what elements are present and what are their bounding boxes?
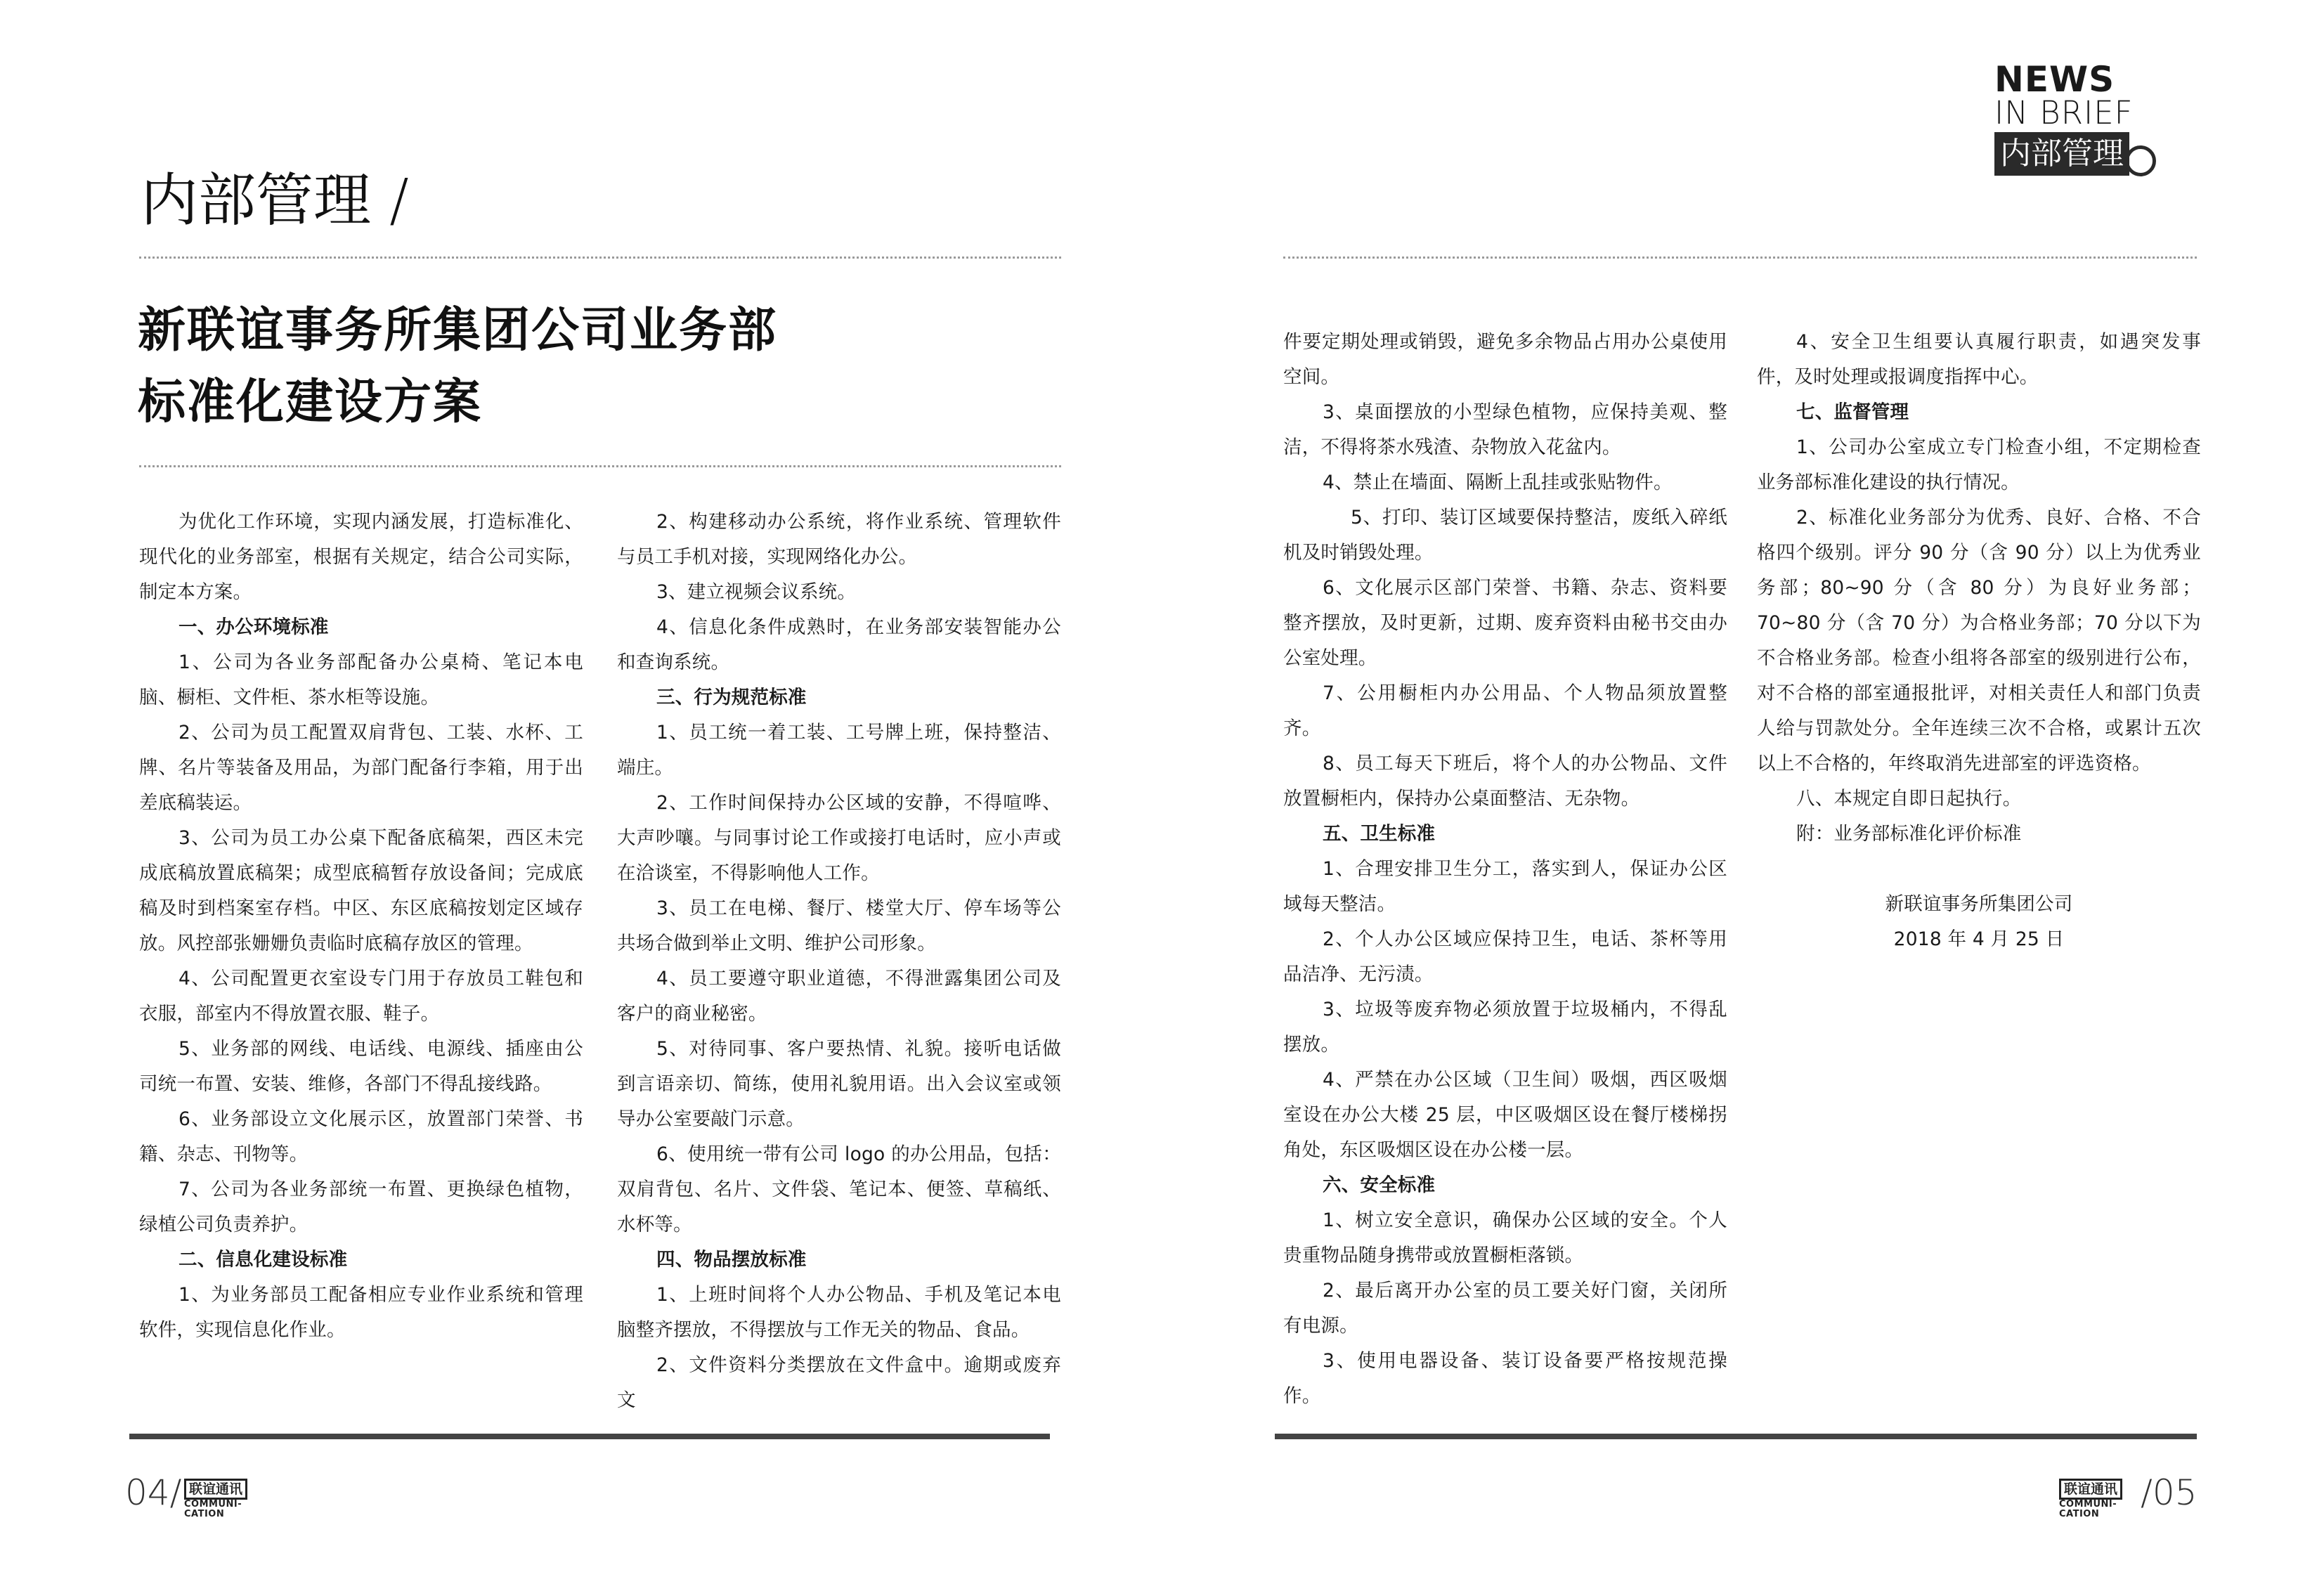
section-heading: 五、卫生标准 <box>1323 823 1436 845</box>
section-heading: 四、物品摆放标准 <box>656 1249 807 1271</box>
logo-subtext: COMMUNI- <box>2059 1499 2117 1510</box>
paragraph: 3、桌面摆放的小型绿色植物，应保持美观、整洁，不得将茶水残渣、杂物放入花盆内。 <box>1283 401 1727 458</box>
paragraph: 2、最后离开办公室的员工要关好门窗，关闭所有电源。 <box>1283 1280 1727 1337</box>
in-brief-label: IN BRIEF <box>1994 94 2134 131</box>
logo-subtext: CATION <box>2059 1509 2100 1519</box>
paragraph: 3、公司为员工办公桌下配备底稿架，西区未完成底稿放置底稿架；成型底稿暂存放设备间；完成底稿及时到档案室存档。中区、东区底稿按划定区域存放。风控部张姗姗负责临时底稿存放区的管理。 <box>139 827 583 954</box>
paragraph: 2、公司为员工配置双肩背包、工装、水杯、工牌、名片等装备及用品，为部门配备行李箱，用于出差底稿装运。 <box>139 722 583 814</box>
paragraph: 3、垃圾等废弃物必须放置于垃圾桶内，不得乱摆放。 <box>1283 999 1727 1056</box>
paragraph: 2、个人办公区域应保持卫生，电话、茶杯等用品洁净、无污渍。 <box>1283 928 1727 985</box>
paragraph: 附：业务部标准化评价标准 <box>1796 823 2022 845</box>
text-column-2 <box>617 505 1061 1418</box>
section-title: 内部管理 / <box>141 167 409 234</box>
paragraph: 1、上班时间将个人办公物品、手机及笔记本电脑整齐摆放，不得摆放与工作无关的物品、食品。 <box>617 1284 1061 1341</box>
paragraph: 为优化工作环境，实现内涵发展，打造标准化、现代化的业务部室，根据有关规定，结合公司实际，制定本方案。 <box>139 511 583 603</box>
news-in-brief-badge <box>1994 59 2205 176</box>
article-title-line1: 新联谊事务所集团公司业务部 <box>138 303 778 358</box>
paragraph: 1、员工统一着工装、工号牌上班，保持整洁、端庄。 <box>617 722 1061 779</box>
magazine-logo-right <box>2059 1479 2142 1519</box>
magazine-logo-left <box>184 1479 267 1519</box>
paragraph: 4、严禁在办公区域（卫生间）吸烟，西区吸烟室设在办公大楼 25 层，中区吸烟区设在餐厅楼梯拐角处，东区吸烟区设在办公楼一层。 <box>1283 1069 1727 1161</box>
paragraph: 4、禁止在墙面、隔断上乱挂或张贴物件。 <box>1323 472 1673 493</box>
section-heading: 六、安全标准 <box>1323 1174 1436 1196</box>
paragraph: 1、为业务部员工配备相应专业作业系统和管理软件，实现信息化作业。 <box>139 1284 583 1341</box>
section-heading: 二、信息化建设标准 <box>178 1249 348 1271</box>
paragraph: 1、树立安全意识，确保办公区域的安全。个人贵重物品随身携带或放置橱柜落锁。 <box>1283 1209 1727 1266</box>
paragraph: 5、对待同事、客户要热情、礼貌。接听电话做到言语亲切、简练，使用礼貌用语。出入会议室或领导办公室要敲门示意。 <box>617 1038 1061 1130</box>
paragraph: 4、员工要遵守职业道德，不得泄露集团公司及客户的商业秘密。 <box>617 968 1061 1025</box>
text-column-4 <box>1757 325 2201 957</box>
paragraph: 4、公司配置更衣室设专门用于存放员工鞋包和衣服，部室内不得放置衣服、鞋子。 <box>139 968 583 1025</box>
article-title-line2: 标准化建设方案 <box>138 375 483 430</box>
paragraph: 2、标准化业务部分为优秀、良好、合格、不合格四个级别。评分 90 分（含 90 分）以上为优秀业务部；80~90 分（含 80 分）为良好业务部；70~80 分（含 70 分）为合格业务部；70 分以下为不合格业务部。检查小组将各部室的级别进行公布，对不合格的部室通报批评，对相关责任人和部门负责人给与罚款处分。全年连续三次不合格，或累计五次以上不合格的，年终取消先进部室的评选资格。 <box>1757 507 2201 774</box>
paragraph: 6、使用统一带有公司 logo 的办公用品，包括：双肩背包、名片、文件袋、笔记本、便签、草稿纸、水杯等。 <box>617 1143 1061 1235</box>
text-column-1 <box>139 505 583 1348</box>
logo-subtext: COMMUNI- <box>184 1499 242 1510</box>
paragraph: 3、员工在电梯、餐厅、楼堂大厅、停车场等公共场合做到举止文明、维护公司形象。 <box>617 897 1061 954</box>
paragraph: 6、文化展示区部门荣誉、书籍、杂志、资料要整齐摆放，及时更新，过期、废弃资料由秘书交由办公室处理。 <box>1283 577 1727 669</box>
paragraph: 2、文件资料分类摆放在文件盒中。逾期或废弃文 <box>617 1354 1061 1411</box>
text-column-3 <box>1283 325 1727 1414</box>
divider-title <box>139 465 1061 467</box>
paragraph: 1、公司为各业务部配备办公桌椅、笔记本电脑、橱柜、文件柜、茶水柜等设施。 <box>139 651 583 708</box>
section-heading: 七、监督管理 <box>1796 401 1909 423</box>
paragraph: 3、使用电器设备、装订设备要严格按规范操作。 <box>1283 1350 1727 1407</box>
category-label: 内部管理 <box>1994 132 2129 176</box>
paragraph: 7、公司为各业务部统一布置、更换绿色植物，绿植公司负责养护。 <box>139 1179 583 1235</box>
logo-subtext: CATION <box>184 1509 225 1519</box>
paragraph: 7、公用橱柜内办公用品、个人物品须放置整齐。 <box>1283 682 1727 739</box>
footer-rule-left <box>129 1434 1050 1439</box>
paragraph: 5、打印、装订区域要保持整洁，废纸入碎纸机及时销毁处理。 <box>1283 507 1727 564</box>
paragraph: 件要定期处理或销毁，避免多余物品占用办公桌使用空间。 <box>1283 331 1727 388</box>
page-number-right: /05 <box>2141 1472 2198 1513</box>
divider-top-right <box>1283 257 2197 259</box>
article-title <box>138 295 777 439</box>
paragraph: 2、构建移动办公系统，将作业系统、管理软件与员工手机对接，实现网络化办公。 <box>617 511 1061 568</box>
signature-date: 2018 年 4 月 25 日 <box>1893 928 2065 950</box>
paragraph: 1、合理安排卫生分工，落实到人，保证办公区域每天整洁。 <box>1283 858 1727 915</box>
news-label: NEWS <box>1994 59 2115 100</box>
paragraph: 6、业务部设立文化展示区，放置部门荣誉、书籍、杂志、刊物等。 <box>139 1108 583 1165</box>
page-number-left: 04/ <box>125 1472 182 1513</box>
paragraph: 3、建立视频会议系统。 <box>656 581 857 603</box>
paragraph: 8、员工每天下班后，将个人的办公物品、文件放置橱柜内，保持办公桌面整洁、无杂物。 <box>1283 753 1727 810</box>
signature-company: 新联谊事务所集团公司 <box>1885 893 2073 915</box>
logo-wordmark: 联谊通讯 <box>2059 1479 2122 1500</box>
paragraph: 4、安全卫生组要认真履行职责，如遇突发事件，及时处理或报调度指挥中心。 <box>1757 331 2201 388</box>
ring-icon <box>2125 145 2156 176</box>
paragraph: 2、工作时间保持办公区域的安静，不得喧哗、大声吵嚷。与同事讨论工作或接打电话时，应小声或在洽谈室，不得影响他人工作。 <box>617 792 1061 884</box>
paragraph: 4、信息化条件成熟时，在业务部安装智能办公和查询系统。 <box>617 616 1061 673</box>
paragraph: 1、公司办公室成立专门检查小组，不定期检查业务部标准化建设的执行情况。 <box>1757 436 2201 493</box>
section-heading: 一、办公环境标准 <box>178 616 329 638</box>
divider-top-left <box>139 257 1061 259</box>
spacer <box>1757 852 2201 887</box>
section-heading: 三、行为规范标准 <box>656 687 807 708</box>
paragraph: 5、业务部的网线、电话线、电源线、插座由公司统一布置、安装、维修，各部门不得乱接线路。 <box>139 1038 583 1095</box>
footer-rule-right <box>1275 1434 2197 1439</box>
paragraph: 八、本规定自即日起执行。 <box>1796 788 2022 810</box>
logo-wordmark: 联谊通讯 <box>184 1479 247 1500</box>
